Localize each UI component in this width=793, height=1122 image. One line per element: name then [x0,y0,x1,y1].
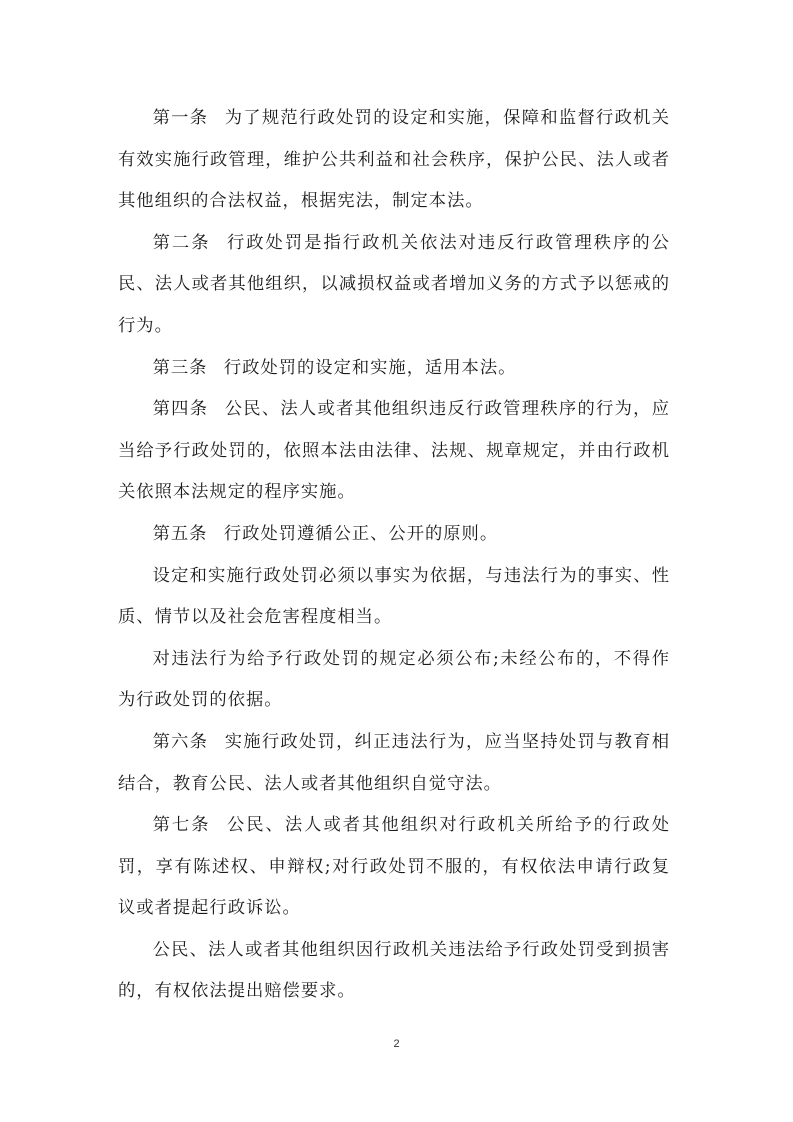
article-text: 行政处罚是指行政机关依法对违反行政管理秩序的公民、法人或者其他组织，以减损权益或者增加义务的方式予以惩戒的行为。 [118,232,670,336]
article-text: 对违法行为给予行政处罚的规定必须公布;未经公布的，不得作为行政处罚的依据。 [118,648,670,711]
article-7-clause-2 [118,930,670,1013]
article-text: 行政处罚遵循公正、公开的原则。 [223,523,499,544]
article-1-paragraph [118,98,670,223]
article-text: 公民、法人或者其他组织对行政机关所给予的行政处罚，享有陈述权、申辩权;对行政处罚不服的，有权依法申请行政复议或者提起行政诉讼。 [118,815,670,919]
page-number: 2 [393,1038,400,1050]
article-text: 实施行政处罚，纠正违法行为，应当坚持处罚与教育相结合，教育公民、法人或者其他组织自觉守法。 [118,731,670,794]
article-5-paragraph [118,514,670,556]
article-label: 第一条 [152,108,209,128]
article-text: 公民、法人或者其他组织因行政机关违法给予行政处罚受到损害的，有权依法提出赔偿要求。 [118,939,670,1002]
article-label: 第二条 [152,232,211,253]
article-7-paragraph [118,805,670,930]
article-5-clause-3 [118,639,670,722]
article-label: 第五条 [152,523,208,544]
article-label: 第四条 [152,399,209,420]
article-text: 为了规范行政处罚的设定和实施，保障和监督行政机关有效实施行政管理，维护公共利益和社会秩序，保护公民、法人或者其他组织的合法权益，根据宪法，制定本法。 [118,108,670,212]
article-text: 公民、法人或者其他组织违反行政管理秩序的行为，应当给予行政处罚的，依照本法由法律、法规、规章规定，并由行政机关依照本法规定的程序实施。 [118,399,670,503]
article-label: 第七条 [152,815,211,836]
article-text: 设定和实施行政处罚必须以事实为依据，与违法行为的事实、性质、情节以及社会危害程度相当。 [118,565,670,628]
article-3-paragraph [118,348,670,390]
article-5-clause-2 [118,556,670,639]
article-text: 行政处罚的设定和实施，适用本法。 [223,357,517,378]
document-body [118,98,670,1013]
article-6-paragraph [118,722,670,805]
article-label: 第六条 [152,731,209,752]
article-4-paragraph [118,389,670,514]
article-2-paragraph [118,223,670,348]
article-label: 第三条 [152,357,208,378]
